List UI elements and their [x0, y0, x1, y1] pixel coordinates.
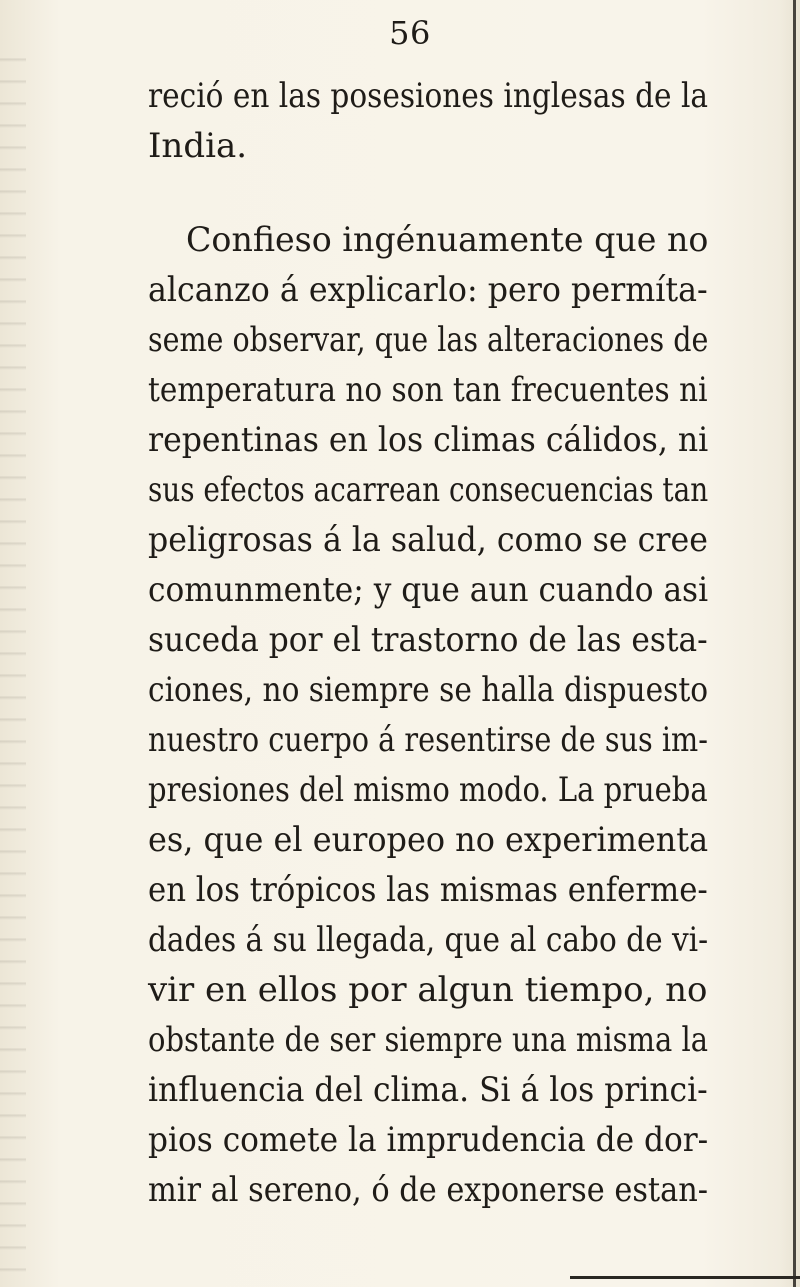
text-line: Confieso ingénuamente que no: [186, 220, 709, 260]
page-number: 56: [389, 14, 431, 52]
text-line: ciones, no siempre se halla dispuesto: [148, 670, 709, 710]
bottom-edge-line: [570, 1276, 800, 1279]
text-line: reció en las posesiones inglesas de la: [148, 76, 709, 116]
text-line: vir en ellos por algun tiempo, no: [148, 970, 708, 1010]
text-line: alcanzo á explicarlo: pero permíta-: [148, 270, 708, 310]
text-line: repentinas en los climas cálidos, ni: [148, 420, 709, 460]
text-line: comunmente; y que aun cuando asi: [148, 570, 709, 610]
text-line: suceda por el trastorno de las esta-: [148, 620, 708, 660]
text-line: seme observar, que las alteraciones de: [148, 320, 709, 360]
text-line: peligrosas á la salud, como se cree: [148, 520, 708, 560]
text-line: obstante de ser siempre una misma la: [148, 1020, 709, 1060]
text-line: dades á su llegada, que al cabo de vi-: [148, 920, 709, 960]
text-line: pios comete la imprudencia de dor-: [148, 1120, 709, 1160]
text-line: temperatura no son tan frecuentes ni: [148, 370, 708, 410]
text-line: es, que el europeo no experimenta: [148, 820, 709, 860]
text-line: sus efectos acarrean consecuencias tan: [148, 470, 709, 510]
text-line: mir al sereno, ó de exponerse estan-: [148, 1170, 709, 1210]
text-line: presiones del mismo modo. La prueba: [148, 770, 708, 810]
binding-bleed-through: [0, 40, 26, 1280]
text-line: en los trópicos las mismas enferme-: [148, 870, 708, 910]
page-edge-line: [793, 0, 796, 1287]
text-line: India.: [148, 126, 248, 166]
text-line: nuestro cuerpo á resentirse de sus im-: [148, 720, 708, 760]
text-line: influencia del clima. Si á los princi-: [148, 1070, 708, 1110]
